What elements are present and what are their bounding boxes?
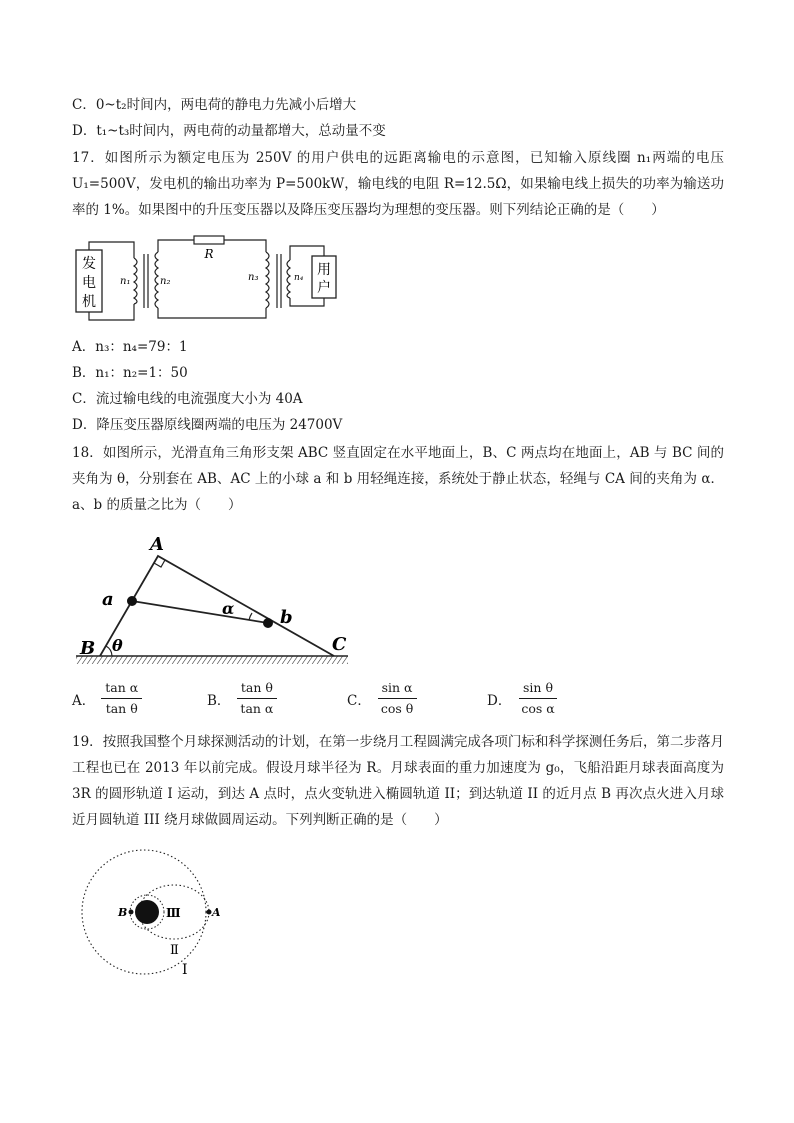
label-B: B [118, 906, 128, 919]
q18-option-b-label: B． [207, 692, 231, 709]
q18-option-d [487, 680, 559, 717]
point-A [207, 910, 212, 915]
q17-option-c: C．流过输电线的电流强度大小为 40A [72, 391, 303, 407]
q18-option-a-label: A． [72, 692, 96, 709]
ball-b [263, 618, 273, 628]
alpha-arc [249, 613, 252, 620]
q18-option-b-den: tan α [240, 701, 274, 716]
q18-option-c [347, 680, 417, 717]
n4-label: n₄ [294, 273, 304, 283]
user-label-2: 户 [317, 280, 331, 296]
q18-option-a-num: tan α [101, 680, 142, 699]
n2-label: n₂ [160, 276, 171, 287]
generator-label-3: 机 [82, 294, 96, 310]
q17-option-b: B．n₁：n₂=1：50 [72, 365, 188, 381]
q17-option-d: D．降压变压器原线圈两端的电压为 24700V [72, 417, 343, 433]
label-b: b [280, 607, 293, 628]
q18-option-c-num: sin α [378, 680, 417, 699]
q18-stem: 18．如图所示，光滑直角三角形支架 ABC 竖直固定在水平地面上，B、C 两点均在地面上，AB 与 BC 间的夹角为 θ，分别套在 AB、AC 上的小球 a 和 b 用轻绳连接，系统处于静止状态，轻绳与 CA 间的夹角为 α．a、b 的质量之比为（ ） [72, 445, 724, 513]
label-A: A [150, 534, 164, 555]
q19-orbit-diagram [78, 850, 221, 980]
generator-label-1: 发 [82, 256, 96, 272]
label-alpha: α [222, 599, 235, 618]
coil-n1 [134, 258, 137, 304]
q18-option-c-den: cos θ [380, 701, 414, 716]
resistor-label: R [204, 247, 214, 261]
coil-n2 [155, 252, 158, 308]
user-label-1: 用 [317, 262, 331, 278]
q19-stem: 19．按照我国整个月球探测活动的计划，在第一步绕月工程圆满完成各项门标和科学探测任务后，第二步落月工程也已在 2013 年以前完成。假设月球半径为 R。月球表面的重力加速度为 g₀，飞船沿距月球表面高度为 3R 的圆形轨道 I 运动，到达 A 点时，点火变轨进入椭圆轨道 II；到达轨道 II 的近月点 B 再次点火进入月球近月圆轨道 III 绕月球做圆周运动。下列判断正确的是（ ） [72, 734, 724, 828]
q18-option-d-num: sin θ [519, 680, 557, 699]
q18-option-d-label: D． [487, 692, 512, 709]
q18-option-a-den: tan θ [105, 701, 138, 716]
label-a: a [102, 589, 114, 610]
ball-a [127, 596, 137, 606]
q17-stem: 17．如图所示为额定电压为 250V 的用户供电的远距离输电的示意图，已知输入原线圈 n₁两端的电压 U₁=500V，发电机的输出功率为 P=500kW，输电线的电阻 R=12.5Ω，如果输电线上损失的功率为输送功率的 1%。如果图中的升压变压器以及降压变压器均为理想的变压器。则下列结论正确的是（ ） [72, 150, 724, 218]
label-B: B [80, 638, 96, 659]
coil-n4 [287, 260, 290, 298]
q16-option-d: D．t₁~t₃时间内，两电荷的动量都增大，总动量不变 [72, 123, 386, 139]
q18-option-b [207, 680, 277, 717]
generator-label-2: 电 [82, 275, 96, 291]
q16-option-c: C．0~t₂时间内，两电荷的静电力先减小后增大 [72, 97, 357, 113]
q18-option-c-label: C． [347, 692, 371, 709]
label-III: Ⅲ [166, 906, 181, 920]
resistor-r [194, 236, 224, 244]
q18-option-a [72, 680, 142, 717]
q18-triangle-diagram [72, 528, 362, 670]
label-A: A [212, 906, 221, 919]
q18-option-d-den: cos α [521, 701, 555, 716]
label-I: I [182, 962, 188, 978]
triangle-abc [100, 556, 334, 656]
label-theta: θ [112, 636, 123, 655]
ground-hatch [76, 656, 348, 664]
moon [135, 900, 159, 924]
q18-option-b-num: tan θ [237, 680, 277, 699]
coil-n3 [266, 252, 269, 308]
q17-option-a: A．n₃：n₄=79：1 [72, 339, 188, 355]
n1-label: n₁ [120, 276, 131, 287]
label-II: Ⅱ [170, 943, 179, 958]
label-C: C [332, 634, 347, 655]
n3-label: n₃ [248, 272, 259, 283]
q17-circuit-diagram [72, 232, 342, 328]
rope-ab [132, 601, 268, 623]
point-B [129, 910, 134, 915]
